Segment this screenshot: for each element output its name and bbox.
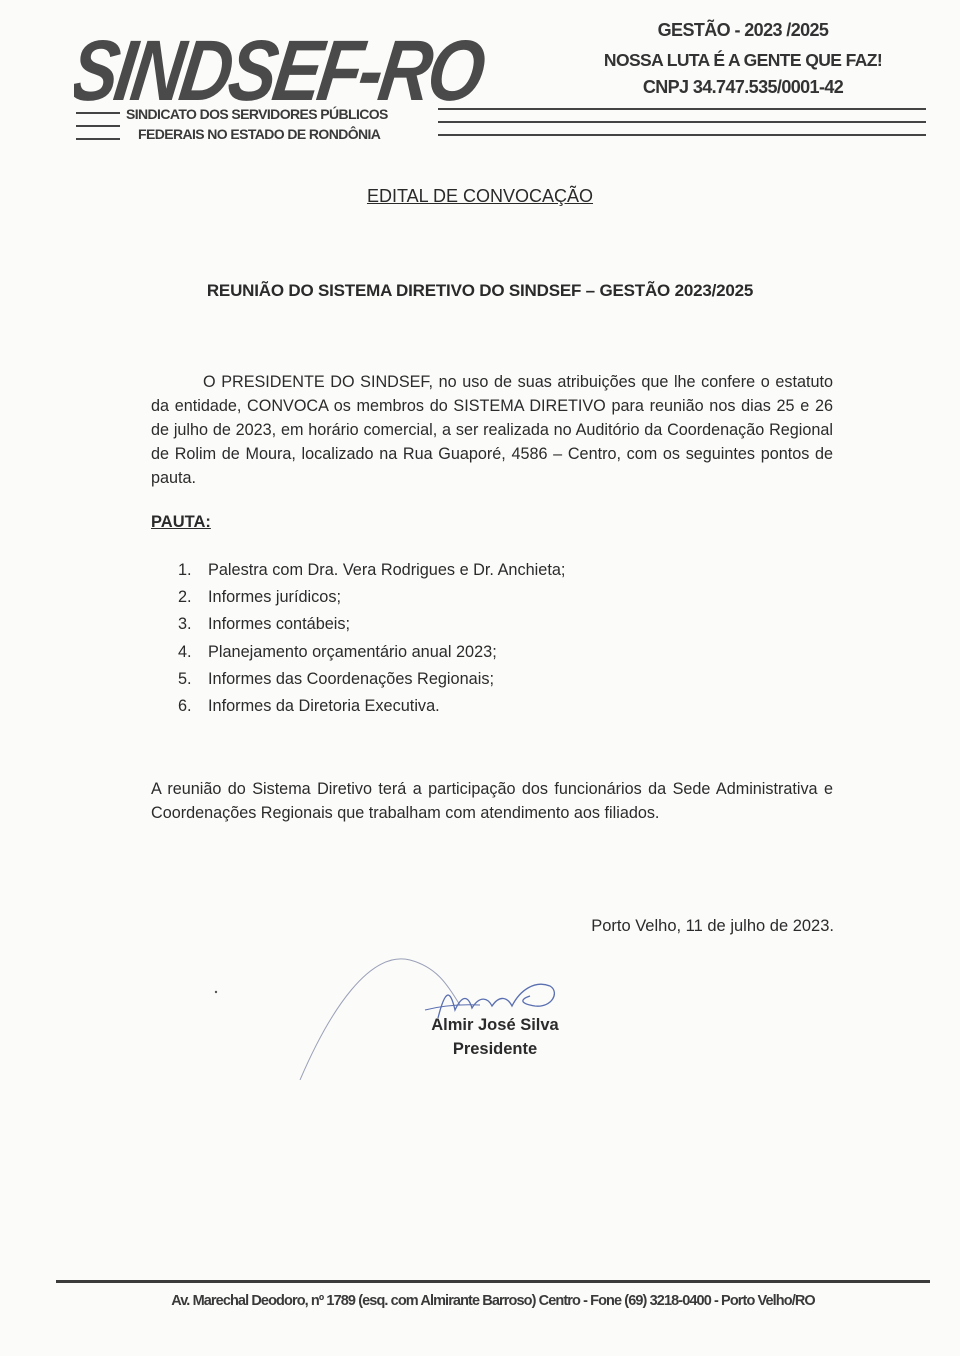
list-item xyxy=(178,693,565,720)
document-title: EDITAL DE CONVOCAÇÃO xyxy=(366,186,594,206)
signatory-name: Almir José Silva xyxy=(431,1016,559,1034)
list-item xyxy=(178,666,565,693)
pauta-label: PAUTA: xyxy=(151,513,211,531)
list-text: Informes das Coordenações Regionais; xyxy=(208,669,494,688)
footer-address: Av. Marechal Deodoro, nº 1789 (esq. com Almirante Barroso) Centro - Fone (69) 3218-0400 - Porto Velho/RO xyxy=(171,1293,815,1309)
sindsef-ro-logo xyxy=(74,22,494,112)
header-rule xyxy=(438,108,926,110)
list-text: Informes contábeis; xyxy=(208,615,351,634)
logo-text: SINDSEF-RO xyxy=(74,23,494,112)
footer-rule xyxy=(56,1280,930,1283)
list-item xyxy=(178,584,565,611)
place-date: Porto Velho, 11 de julho de 2023. xyxy=(591,917,834,935)
list-number: 5. xyxy=(178,669,192,688)
list-text: Palestra com Dra. Vera Rodrigues e Dr. Anchieta; xyxy=(208,561,566,579)
logo-rule xyxy=(76,138,120,140)
list-number: 6. xyxy=(178,697,192,716)
header-rule xyxy=(438,134,926,136)
pauta-list xyxy=(178,557,565,720)
list-item xyxy=(178,639,565,666)
gestao-label: GESTÃO - 2023 /2025 xyxy=(657,20,829,40)
cnpj: CNPJ 34.747.535/0001-42 xyxy=(642,77,844,97)
document-subtitle: REUNIÃO DO SISTEMA DIRETIVO DO SINDSEF – GESTÃO 2023/2025 xyxy=(206,281,754,300)
list-number: 4. xyxy=(178,642,192,661)
list-text: Informes da Diretoria Executiva. xyxy=(208,697,440,716)
list-text: Planejamento orçamentário anual 2023; xyxy=(208,642,497,661)
list-item xyxy=(178,611,565,638)
list-item xyxy=(178,557,565,584)
logo-rule xyxy=(76,125,120,127)
list-number: 3. xyxy=(178,615,192,634)
logo-wordmark xyxy=(74,22,494,112)
logo-subtitle-line1: SINDICATO DOS SERVIDORES PÚBLICOS xyxy=(126,106,388,122)
signatory-role: Presidente xyxy=(452,1040,538,1058)
header-rule xyxy=(438,121,926,123)
convocation-paragraph: O PRESIDENTE DO SINDSEF, no uso de suas atribuições que lhe confere o estatuto da entidade, CONVOCA os membros do SISTEMA DIRETIVO para reunião nos dias 25 e 26 de julho de 2023, em horário comercial, a ser realizada no Auditório da Coordenação Regional de Rolim de Moura, localizado na Rua Guaporé, 4586 – Centro, com os seguintes pontos de pauta. xyxy=(151,373,833,487)
slogan: NOSSA LUTA É A GENTE QUE FAZ! xyxy=(603,50,883,70)
participation-paragraph: A reunião do Sistema Diretivo terá a participação dos funcionários da Sede Administrativa e Coordenações Regionais que trabalham com atendimento aos filiados. xyxy=(151,780,833,822)
logo-subtitle-line2: FEDERAIS NO ESTADO DE RONDÔNIA xyxy=(138,126,381,142)
list-text: Informes jurídicos; xyxy=(208,588,342,607)
logo-rule xyxy=(76,112,120,114)
list-number: 2. xyxy=(178,588,192,607)
list-number: 1. xyxy=(178,561,192,579)
signature-icon xyxy=(200,950,620,1080)
